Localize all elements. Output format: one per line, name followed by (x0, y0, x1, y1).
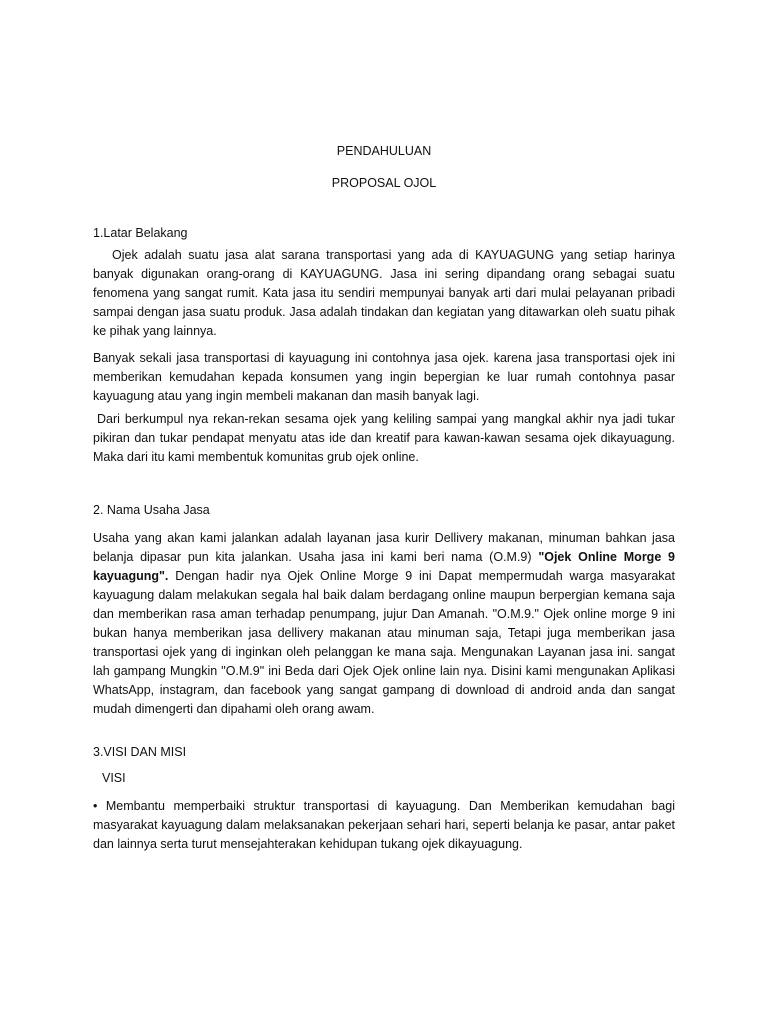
section-1-heading: 1.Latar Belakang (93, 226, 188, 240)
section-3-heading: 3.VISI DAN MISI (93, 745, 187, 759)
visi-subheading: VISI (102, 771, 126, 785)
section-2-text-b: Dengan hadir nya Ojek Online Morge 9 ini Dapat mempermudah warga masyarakat kayuagung dalam melakukan segala hal baik dalam berdagang online maupun berpergian kemana saja dan memberikan rasa aman terhadap penumpang, jujur Dan Amanah. "O.M.9." Ojek online morge 9 ini bukan hanya memberikan jasa dellivery makanan atau minuman saja, Tetapi juga memberikan jasa transportasi ojek yang di inginkan oleh pelanggan ke mana saja. Mengunakan Layanan jasa ini. sangat lah gampang Mungkin "O.M.9" ini Beda dari Ojek Ojek online lain nya. Disini kami mengunakan Aplikasi WhatsApp, instagram, dan facebook yang sangat gampang di download di android anda dan sangat mudah dimengerti dan dipahami oleh orang awam. (93, 569, 675, 716)
section-1-paragraph-1: Ojek adalah suatu jasa alat sarana transportasi yang ada di KAYUAGUNG yang setiap harinya banyak digunakan orang-orang di KAYUAGUNG. Jasa ini sering dipandang orang sebagai suatu fenomena yang sangat rumit. Kata jasa itu sendiri mempunyai banyak arti dari mulai pelayanan pribadi sampai dengan jasa suatu produk. Jasa adalah tindakan dan kegiatan yang ditawarkan oleh suatu pihak ke pihak yang lainnya. (93, 248, 675, 338)
document-subtitle: PROPOSAL OJOL (331, 176, 437, 190)
bullet-icon: • (93, 799, 98, 813)
section-2-text-a: Usaha yang akan kami jalankan adalah layanan jasa kurir Dellivery makanan, minuman bahkan jasa belanja dipasar pun kita jalankan. Usaha jasa ini kami beri nama (O.M.9) (93, 531, 675, 564)
visi-paragraph (93, 797, 675, 854)
section-2-paragraph-1 (93, 529, 675, 719)
visi-text: Membantu memperbaiki struktur transportasi di kayuagung. Dan Memberikan kemudahan bagi masyarakat kayuagung dalam melaksanakan pekerjaan sehari hari, seperti belanja ke pasar, antar paket dan lainnya serta turut mensejahterakan kehidupan tukang ojek dikayuagung. (93, 799, 675, 851)
section-1-paragraph-2: Banyak sekali jasa transportasi di kayuagung ini contohnya jasa ojek. karena jasa transportasi ojek ini memberikan kemudahan kepada konsumen yang ingin bepergian ke luar rumah contohnya pasar kayuagung atau yang ingin membeli makanan dan masih banyak lagi. (93, 351, 675, 403)
business-name-bold: "Ojek Online Morge 9 kayuagung". (93, 550, 675, 583)
section-1-paragraph-3: Dari berkumpul nya rekan-rekan sesama ojek yang keliling sampai yang mangkal akhir nya jadi tukar pikiran dan tukar pendapat menyatu atas ide dan kreatif para kawan-kawan sesama ojek dikayuagung. Maka dari itu kami membentuk komunitas grub ojek online. (93, 412, 675, 464)
document-title: PENDAHULUAN (336, 144, 432, 158)
section-2-heading: 2. Nama Usaha Jasa (93, 503, 210, 517)
